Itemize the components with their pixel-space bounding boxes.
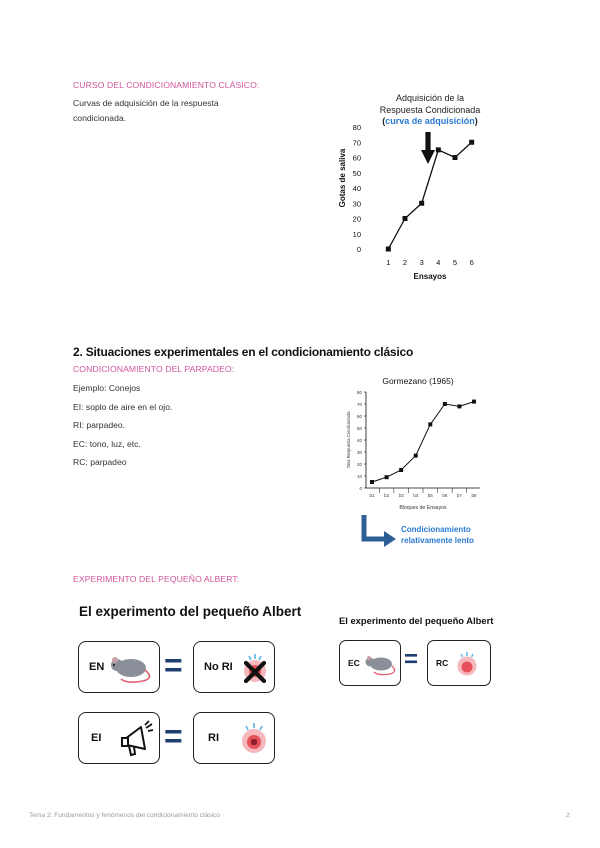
y-tick-label: 40: [352, 184, 361, 193]
data-point: [472, 400, 476, 404]
list-item: EI: soplo de aire en el ojo.: [73, 401, 173, 412]
chart1-caption-line1: Adquisición de la: [395, 93, 465, 103]
crying-baby-icon: [454, 650, 480, 678]
x-tick-label: b4: [413, 493, 419, 498]
chart1-acquisition-curve: [330, 118, 500, 290]
x-tick-label: b2: [384, 493, 390, 498]
data-point: [399, 468, 403, 472]
x-tick-label: 3: [419, 258, 424, 267]
list-item: RC: parpadeo: [73, 457, 127, 467]
y-tick-label: 50: [352, 168, 361, 178]
y-tick-label: 30: [352, 199, 361, 209]
no-reaction-icon: [240, 653, 270, 683]
x-tick-label: 2: [402, 258, 408, 267]
box-ec: [339, 640, 401, 686]
equals-sign: =: [164, 718, 183, 754]
y-tick-label: 0: [356, 245, 361, 254]
caption-paren-close: ): [474, 116, 478, 126]
list-item: Ejemplo: Conejos: [73, 383, 141, 393]
y-axis-label: Tasa Respuesta Condicionada: [346, 411, 351, 469]
megaphone-icon: [119, 719, 155, 759]
x-axis-label: Bloques de Ensayos: [399, 505, 447, 511]
y-tick-label: 50: [356, 426, 362, 431]
chart1-caption-line2: Respuesta Condicionada: [379, 104, 481, 115]
y-tick-label: 20: [352, 214, 361, 224]
box-en: [78, 641, 160, 693]
data-point: [453, 155, 458, 160]
annotation-line1: Condicionamiento: [401, 525, 471, 534]
section-title: 2. Situaciones experimentales en el condicionamiento clásico: [73, 345, 414, 359]
y-axis-label: Gotas de saliva: [338, 148, 347, 208]
box-label-en: EN: [89, 661, 105, 673]
x-tick-label: 5: [452, 258, 458, 267]
x-tick-label: 6: [469, 258, 474, 267]
down-arrow-head-icon: [421, 150, 435, 164]
caption-paren-open: (: [382, 116, 386, 126]
y-tick-label: 30: [356, 450, 362, 455]
data-point: [414, 454, 418, 458]
page-number: 2: [566, 812, 570, 819]
y-tick-label: 0: [359, 486, 362, 491]
y-tick-label: 60: [356, 414, 362, 419]
crying-baby-icon: [238, 721, 270, 755]
y-tick-label: 40: [356, 438, 362, 443]
section-heading-curso: CURSO DEL CONDICIONAMIENTO CLÁSICO:: [73, 80, 260, 90]
x-tick-label: 4: [436, 258, 441, 267]
data-point: [443, 402, 447, 406]
y-tick-label: 80: [352, 123, 361, 132]
data-point: [436, 147, 441, 152]
data-point: [419, 201, 424, 206]
section-heading-parpadeo: CONDICIONAMIENTO DEL PARPADEO:: [73, 364, 235, 374]
data-point: [386, 247, 391, 252]
box-label-ec: EC: [348, 658, 360, 668]
y-tick-label: 60: [352, 153, 361, 163]
x-tick-label: b1: [369, 493, 375, 498]
box-rc: [427, 640, 491, 686]
data-point: [403, 216, 408, 221]
x-axis-label: Ensayos: [413, 272, 447, 281]
x-tick-label: b8: [471, 493, 477, 498]
rat-icon: [364, 653, 398, 677]
data-point: [457, 404, 461, 408]
equals-sign: =: [164, 647, 183, 683]
rat-icon: [109, 652, 155, 686]
x-tick-label: 1: [386, 258, 391, 267]
down-arrow-icon: [425, 132, 430, 152]
x-tick-label: b5: [427, 493, 433, 498]
y-tick-label: 80: [356, 390, 362, 395]
list-item: RI: parpadeo.: [73, 420, 126, 430]
footer-text: Tema 2: Fundamentos y fenómenos del condicionamiento clásico: [29, 812, 220, 819]
description-line: Curvas de adquisición de la respuesta: [73, 98, 219, 108]
data-point: [428, 422, 432, 426]
y-tick-label: 10: [352, 229, 361, 239]
data-point: [469, 140, 474, 145]
y-tick-label: 10: [356, 474, 362, 479]
box-label-ei: EI: [91, 732, 102, 744]
albert-big-title: El experimento del pequeño Albert: [79, 604, 302, 619]
box-ei: [78, 712, 160, 764]
box-no-ri: [193, 641, 275, 693]
section-description: [73, 96, 303, 126]
data-point: [385, 475, 389, 479]
list-item: EC: tono, luz, etc.: [73, 438, 141, 449]
y-tick-label: 20: [356, 462, 362, 467]
box-label-ri: RI: [208, 732, 219, 744]
parpadeo-list: [73, 379, 172, 472]
x-tick-label: b3: [398, 493, 404, 498]
y-tick-label: 70: [352, 138, 361, 148]
chart2-title: Gormezano (1965): [382, 376, 454, 386]
box-label-rc: RC: [436, 658, 449, 668]
box-label-no-ri: No RI: [204, 661, 233, 673]
series-line: [372, 402, 474, 482]
equals-sign: =: [404, 646, 419, 673]
chart2-annotation: [401, 524, 474, 546]
albert-small-title: El experimento del pequeño Albert: [339, 615, 494, 626]
box-ri: [193, 712, 275, 764]
annotation-line2: relativamente lento: [401, 536, 474, 545]
description-line: condicionada.: [73, 113, 127, 123]
elbow-arrow-icon: [360, 513, 400, 549]
x-tick-label: b6: [442, 493, 448, 498]
data-point: [370, 480, 374, 484]
y-tick-label: 70: [356, 402, 362, 407]
caption-highlight: curva de adquisición: [385, 116, 475, 126]
chart2-gormezano: [338, 372, 498, 522]
x-tick-label: b7: [456, 493, 462, 498]
section-heading-albert: EXPERIMENTO DEL PEQUEÑO ALBERT:: [73, 574, 240, 584]
